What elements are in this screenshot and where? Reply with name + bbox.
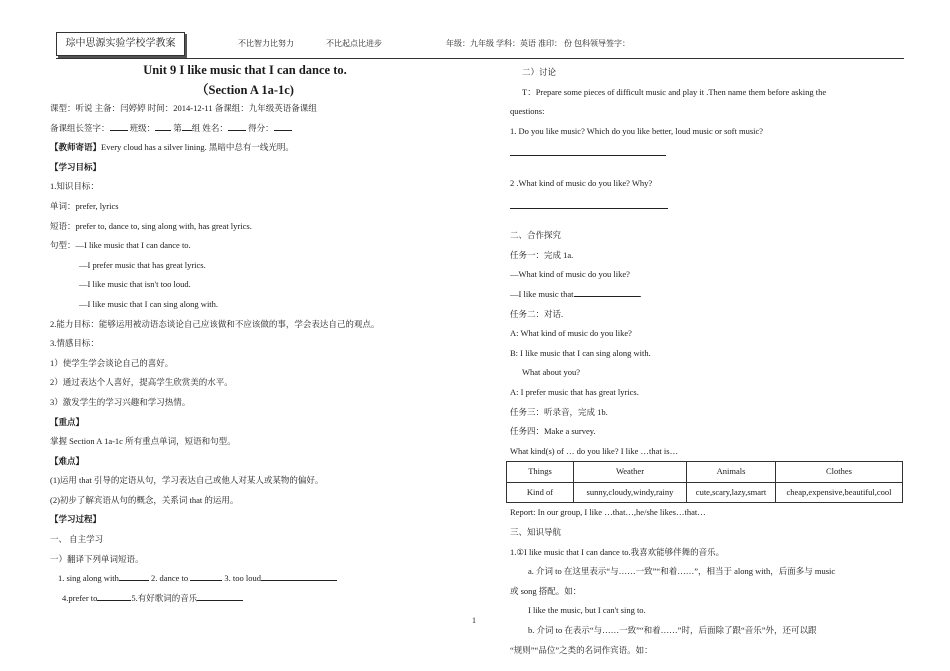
- motto-progress: 不比起点比进步: [326, 39, 382, 48]
- difficulty-item-2: (2)初步了解宾语从句的概念，关系词 that 的运用。: [50, 494, 239, 505]
- task-1-answer-prefix: —I like music that: [510, 288, 574, 299]
- table-header-cell: Animals: [687, 462, 776, 483]
- section-title: （Section A 1a-1c): [196, 83, 294, 97]
- unit-title: Unit 9 I like music that I can dance to.: [143, 63, 347, 77]
- table-cell: sunny,cloudy,windy,rainy: [574, 482, 687, 503]
- motto-label: 【教师寄语】: [50, 142, 102, 153]
- table-header-row: [507, 462, 903, 483]
- question-1: 1. Do you like music? Which do you like better, loud music or soft music?: [510, 125, 764, 136]
- dialogue-a2: A: I prefer music that has great lyrics.: [510, 386, 639, 397]
- dialogue-b2: What about you?: [522, 367, 581, 378]
- words-line: 单词：prefer, lyrics: [50, 200, 119, 211]
- table-row: [507, 482, 903, 503]
- question-2: 2 .What kind of music do you like? Why?: [510, 177, 653, 188]
- left-column: [50, 62, 470, 608]
- translate-instruction: 一）翻译下列单词短语。: [50, 553, 144, 564]
- sign-row: [50, 119, 470, 139]
- answer-blank-3[interactable]: [261, 571, 337, 581]
- exercise-item-5: 5.有好歌词的音乐: [131, 592, 198, 603]
- exercise-row-2: [50, 589, 470, 609]
- table-cell: Kind of: [507, 482, 574, 503]
- table-cell: cheap,expensive,beautiful,cool: [776, 482, 903, 503]
- difficulty-heading: 【难点】: [50, 455, 85, 466]
- nav-note-a-line-2: 或 song 搭配。如：: [510, 585, 582, 596]
- nav-note-b-line-1: b. 介词 to 在表示“与……一致”“和着……”时，后面除了跟“音乐”外，还可以跟: [528, 625, 817, 636]
- answer-blank-2[interactable]: [190, 571, 222, 581]
- school-name-box: 琮中思源实验学校学教案: [56, 32, 185, 56]
- sentence-line-4: —I like music that I can sing along with.: [79, 298, 219, 309]
- score-blank[interactable]: [274, 121, 292, 131]
- emotion-item-1: 1）使学生学会谈论自己的喜好。: [50, 357, 174, 368]
- knowledge-nav-heading: 三、知识导航: [510, 527, 562, 538]
- nav-note-a-line-1: a. 介词 to 在这里表示“与……一致”“和着……”，相当于 along with，后面多与 music: [528, 566, 836, 577]
- key-heading: 【重点】: [50, 416, 85, 427]
- question-1-answer[interactable]: [510, 154, 902, 174]
- sign-label-leader: 备课组长签字：: [50, 122, 110, 133]
- dialogue-b1: B: I like music that I can sing along with.: [510, 347, 651, 358]
- cooperation-heading: 二、合作探究: [510, 230, 562, 241]
- sign-label-name: 组 姓名：: [191, 122, 228, 133]
- difficulty-item-1: (1)运用 that 引导的定语从句，学习表达自己或他人对某人或某物的偏好。: [50, 475, 324, 486]
- survey-table: [506, 461, 903, 503]
- goals-heading: 【学习目标】: [50, 161, 102, 172]
- answer-blank-1[interactable]: [119, 571, 149, 581]
- task-1-blank[interactable]: [574, 287, 640, 297]
- survey-question: What kind(s) of … do you like? I like …that is…: [510, 445, 679, 456]
- nav-note-b-line-2: “规则”“品位”之类的名词作宾语。如：: [510, 644, 653, 655]
- ability-goal: 2.能力目标：能够运用被动语态谈论自己应该做和不应该做的事，学会表达自己的观点。: [50, 318, 380, 329]
- task-1: 任务一：完成 1a.: [510, 249, 574, 260]
- motto-text: Every cloud has a silver lining. 黑暗中总有一线光明。: [101, 142, 294, 153]
- table-header-cell: Things: [507, 462, 574, 483]
- task-1-answer: —I like music that .: [510, 288, 642, 299]
- nav-item-1: 1.①I like music that I can dance to.我喜欢能够伴舞的音乐。: [510, 546, 725, 557]
- right-column: [510, 63, 902, 660]
- sentence-line-2: —I prefer music that has great lyrics.: [79, 259, 206, 270]
- emotion-goal: 3.情感目标：: [50, 338, 99, 349]
- answer-blank-5[interactable]: [197, 591, 243, 601]
- question-2-answer[interactable]: [510, 207, 902, 227]
- sign-label-group-prefix: 第: [173, 122, 182, 133]
- exercise-item-2: 2. dance to: [151, 573, 191, 584]
- table-header-cell: Clothes: [776, 462, 903, 483]
- emotion-item-3: 3）激发学生的学习兴趣和学习热情。: [50, 396, 191, 407]
- sentence-line-1: 句型：—I like music that I can dance to.: [50, 240, 191, 251]
- task-2: 任务二：对话.: [510, 308, 564, 319]
- task-3: 任务三：听录音，完成 1b.: [510, 406, 608, 417]
- teacher-instruction-line-2: questions:: [510, 106, 545, 117]
- exercise-row-1: [50, 569, 470, 589]
- sentence-line-3: —I like music that isn't too loud.: [79, 279, 191, 290]
- nav-example: I like the music, but I can't sing to.: [528, 605, 646, 616]
- header-divider: [56, 58, 904, 59]
- teacher-motto: [50, 138, 470, 158]
- teacher-instruction-line-1: T：Prepare some pieces of difficult music and play it .Then name them before asking the: [522, 86, 827, 97]
- phrases-line: 短语：prefer to, dance to, sing along with, has great lyrics.: [50, 220, 252, 231]
- exercise-item-4: 4.prefer to: [62, 592, 98, 603]
- table-header-cell: Weather: [574, 462, 687, 483]
- name-blank[interactable]: [228, 121, 246, 131]
- leader-blank[interactable]: [110, 121, 128, 131]
- motto-effort: 不比智力比努力: [238, 39, 294, 48]
- sign-label-score: 得分：: [248, 122, 274, 133]
- dialogue-a1: A: What kind of music do you like?: [510, 328, 632, 339]
- task-1-question: —What kind of music do you like?: [510, 269, 630, 280]
- knowledge-goal: 1.知识目标：: [50, 181, 99, 192]
- class-blank[interactable]: [155, 121, 171, 131]
- self-study-heading: 一、 自主学习: [50, 534, 104, 545]
- answer-blank-4[interactable]: [97, 591, 131, 601]
- page-number: 1: [472, 616, 476, 625]
- discussion-heading: 二）讨论: [522, 67, 557, 77]
- table-cell: cute,scary,lazy,smart: [687, 482, 776, 503]
- exercise-item-1: 1. sing along with: [58, 573, 119, 584]
- header-meta: 年级：九年级 学科：英语 准印： 份 包科领导签字：: [446, 39, 630, 48]
- task-4: 任务四：Make a survey.: [510, 426, 596, 437]
- lesson-info: 课型：听说 主备：闫婷婷 时间：2014-12-11 备课组：九年级英语备课组: [50, 103, 317, 113]
- key-text: 掌握 Section A 1a-1c 所有重点单词，短语和句型。: [50, 436, 236, 447]
- exercise-item-3: 3. too loud: [224, 573, 261, 584]
- process-heading: 【学习过程】: [50, 514, 102, 525]
- emotion-item-2: 2）通过表达个人喜好，提高学生欣赏美的水平。: [50, 377, 233, 388]
- sign-label-class: 班级：: [129, 122, 156, 133]
- group-blank[interactable]: [182, 121, 192, 131]
- report-line: Report: In our group, I like …that…,he/she likes…that…: [510, 507, 706, 518]
